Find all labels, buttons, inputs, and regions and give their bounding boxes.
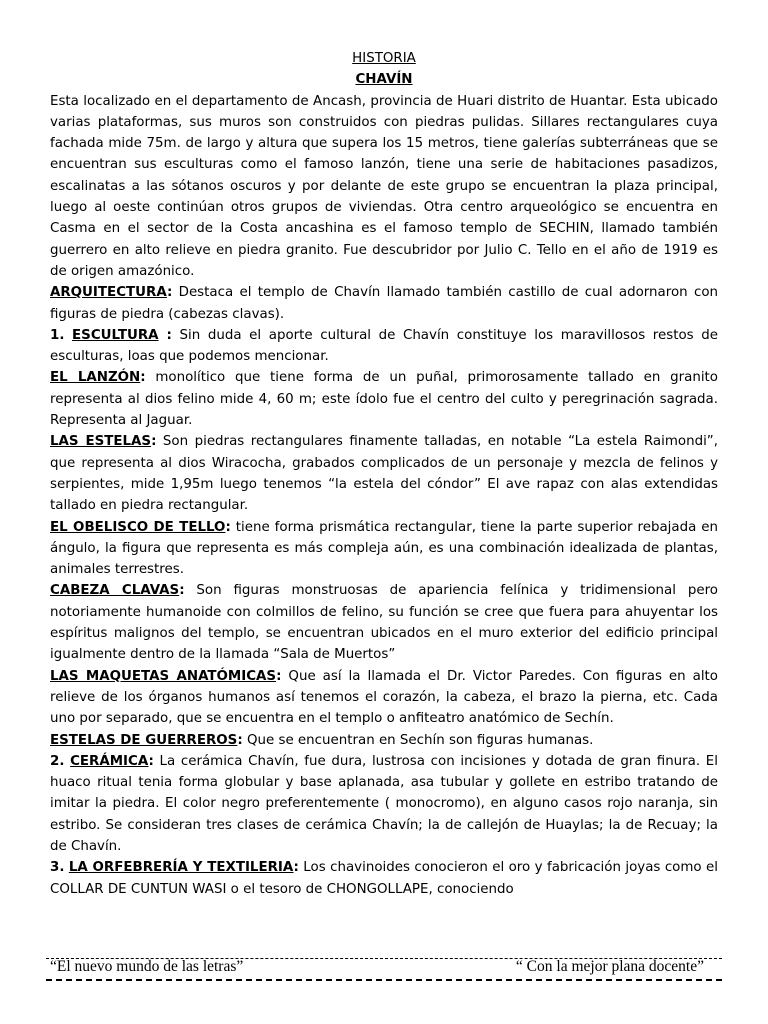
section-text: Los chavinoides conocieron el oro y fabricación joyas como el COLLAR DE CUNTUN WASI o el tesoro de CHONGOLLAPE, conociendo: [50, 860, 718, 897]
section-escultura: 1. ESCULTURA : Sin duda el aporte cultural de Chavín constituye los maravillosos restos de esculturas, loas que podemos mencionar.: [50, 327, 718, 365]
section-heading: ARQUITECTURA: [50, 285, 167, 301]
section-text: Que se encuentran en Sechín son figuras humanas.: [242, 732, 594, 748]
section-las-estelas: LAS ESTELAS: Son piedras rectangulares finamente talladas, en notable “La estela Raimondi”, que representa al dios Wiracocha, grabados complicados de un personaje y mezcla de felinos y serpientes, mide 1,95m luego tenemos “la estela del cóndor” El ave rapaz con alas extendidas tallado en piedra rectangular.: [50, 434, 718, 514]
section-cabeza-clavas: CABEZA CLAVAS: Son figuras monstruosas de apariencia felínica y tridimensional pero notoriamente humanoide con colmillos de felino, su función se cree que fuera para ahuyentar los espíritus malignos del templo, se encuentran ubicados en el muro exterior del edificio principal igualmente dentro de la llamada “Sala de Muertos”: [50, 583, 718, 663]
section-arquitectura: ARQUITECTURA: Destaca el templo de Chavín llamado también castillo de cual adornaron con figuras de piedra (cabezas clavas).: [50, 285, 718, 322]
section-heading: CERÁMICA: [70, 753, 149, 769]
footer-left-text: “El nuevo mundo de las letras”: [50, 958, 244, 975]
section-heading: EL LANZÓN: [50, 370, 141, 386]
section-text: Destaca el templo de Chavín llamado también castillo de cual adornaron con figuras de piedra (cabezas clavas).: [50, 285, 718, 322]
section-text: La cerámica Chavín, fue dura, lustrosa con incisiones y dotada de gran finura. El huaco ritual tenia forma globular y base aplanada, asa tubular y gollete en estribo tratando de imitar la piedra. El color negro preferentemente ( monocromo), en alguno casos rojo naranja, sin estribo. Se consideran tres clases de cerámica Chavín; la de callejón de Huaylas; la de Recuay; la de Chavín.: [50, 753, 718, 854]
intro-paragraph: Esta localizado en el departamento de Ancash, provincia de Huari distrito de Huantar. Esta ubicado varias plataformas, sus muros son construidos con piedras pulidas. Sillares rectangulares cuya fachada mide 75m. de largo y altura que supera los 15 metros, tiene galerías subterráneas que se encuentran sus esculturas como el famoso lanzón, tiene una serie de habitaciones pasadizos, escalinatas a las sótanos oscuros y por delante de este grupo se encuentran la plaza principal, luego al oeste continúan otros grupos de viviendas. Otra centro arqueológico se encuentra en Casma en el sector de la Costa ancashina es el famoso templo de SECHIN, llamado también guerrero en alto relieve en piedra granito. Fue descubridor por Julio C. Tello en el año de 1919 es de origen amazónico.: [50, 93, 718, 279]
section-text: Que así la llamada el Dr. Victor Paredes. Con figuras en alto relieve de los órganos humanos así tenemos el corazón, la cabeza, el brazo la pierna, etc. Cada uno por separado, que se encuentra en el templo o anfiteatro anatómico de Sechín.: [50, 668, 718, 727]
section-text: Son piedras rectangulares finamente talladas, en notable “La estela Raimondi”, que representa al dios Wiracocha, grabados complicados de un personaje y mezcla de felinos y serpientes, mide 1,95m luego tenemos “la estela del cóndor” El ave rapaz con alas extendidas tallado en piedra rectangular.: [50, 434, 718, 514]
page-title: HISTORIA: [352, 51, 416, 66]
section-heading: LAS MAQUETAS ANATÓMICAS: [50, 668, 277, 684]
section-heading: EL OBELISCO DE TELLO: [50, 519, 226, 535]
section-heading: ESTELAS DE GUERREROS: [50, 732, 238, 748]
footer-right-text: “ Con la mejor plana docente”: [515, 958, 704, 975]
section-obelisco-tello: EL OBELISCO DE TELLO: tiene forma prismática rectangular, tiene la parte superior rebajada en ángulo, la figura que representa es más compleja aún, es una combinación idealizada de plantas, animales terrestres.: [50, 519, 718, 578]
section-ceramica: 2. CERÁMICA: La cerámica Chavín, fue dura, lustrosa con incisiones y dotada de gran finura. El huaco ritual tenia forma globular y base aplanada, asa tubular y gollete en estribo tratando de imitar la piedra. El color negro preferentemente ( monocromo), en alguno casos rojo naranja, sin estribo. Se consideran tres clases de cerámica Chavín; la de callejón de Huaylas; la de Recuay; la de Chavín.: [50, 753, 718, 854]
section-el-lanzon: EL LANZÓN: monolítico que tiene forma de un puñal, primorosamente tallado en granito representa al dios felino mide 4, 60 m; este ídolo fue el centro del culto y peregrinación sagrada. Representa al Jaguar.: [50, 370, 718, 429]
section-estelas-guerreros: ESTELAS DE GUERREROS: Que se encuentran en Sechín son figuras humanas.: [50, 732, 594, 748]
document-body: [50, 48, 718, 900]
page-subtitle: CHAVÍN: [355, 72, 413, 88]
section-orfebreria-textileria: 3. LA ORFEBRERÍA Y TEXTILERIA: Los chavinoides conocieron el oro y fabricación joyas como el COLLAR DE CUNTUN WASI o el tesoro de CHONGOLLAPE, conociendo: [50, 860, 718, 897]
section-text: monolítico que tiene forma de un puñal, primorosamente tallado en granito representa al dios felino mide 4, 60 m; este ídolo fue el centro del culto y peregrinación sagrada. Representa al Jaguar.: [50, 370, 718, 429]
section-text: tiene forma prismática rectangular, tiene la parte superior rebajada en ángulo, la figura que representa es más compleja aún, es una combinación idealizada de plantas, animales terrestres.: [50, 519, 718, 578]
section-text: Sin duda el aporte cultural de Chavín constituye los maravillosos restos de esculturas, loas que podemos mencionar.: [50, 327, 718, 365]
section-heading: LA ORFEBRERÍA Y TEXTILERIA: [68, 860, 294, 876]
page-footer: [46, 958, 722, 981]
section-text: Son figuras monstruosas de apariencia felínica y tridimensional pero notoriamente humanoide con colmillos de felino, su función se cree que fuera para ahuyentar los espíritus malignos del templo, se encuentran ubicados en el muro exterior del edificio principal igualmente dentro de la llamada “Sala de Muertos”: [50, 583, 718, 663]
section-heading: ESCULTURA: [72, 327, 159, 343]
section-heading: LAS ESTELAS: [50, 434, 152, 450]
section-heading: CABEZA CLAVAS: [50, 583, 180, 599]
section-maquetas-anatomicas: LAS MAQUETAS ANATÓMICAS: Que así la llamada el Dr. Victor Paredes. Con figuras en alto relieve de los órganos humanos así tenemos el corazón, la cabeza, el brazo la pierna, etc. Cada uno por separado, que se encuentra en el templo o anfiteatro anatómico de Sechín.: [50, 668, 718, 727]
